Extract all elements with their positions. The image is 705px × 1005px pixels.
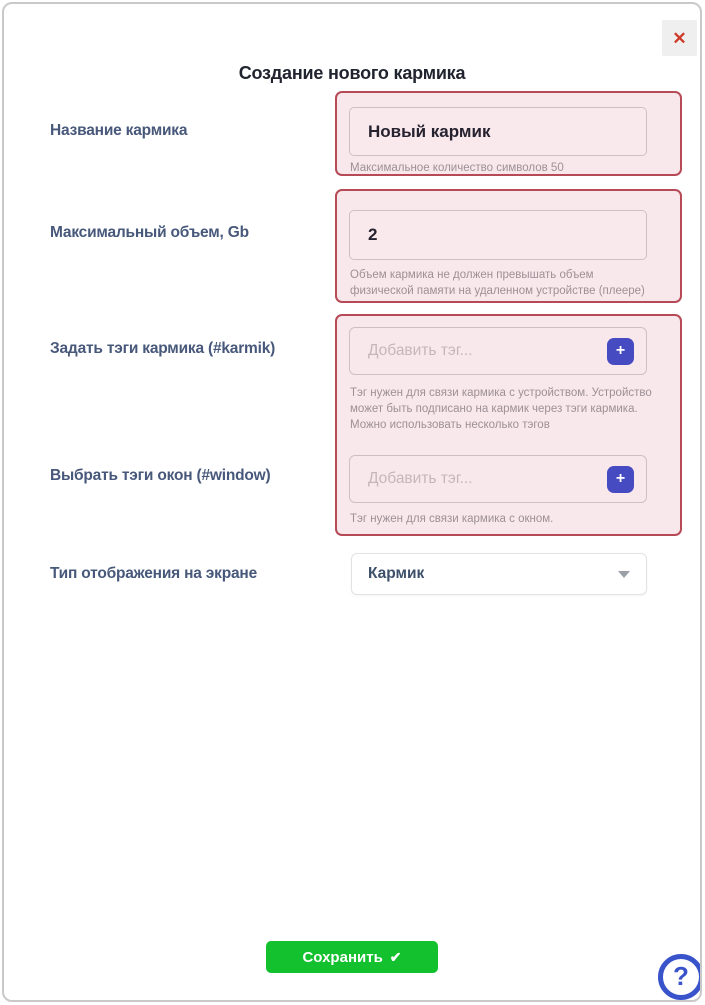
chevron-down-icon [618, 571, 630, 578]
check-icon: ✔ [389, 949, 402, 965]
volume-field-label: Максимальный объем, Gb [50, 224, 249, 241]
close-icon: ✕ [672, 28, 687, 48]
name-helper-text: Максимальное количество символов 50 [350, 162, 564, 174]
volume-helper-text: Объем кармика не должен превышать объем физической памяти на удаленном устройстве (плеере) [350, 269, 645, 297]
name-field-label: Название кармика [50, 122, 188, 139]
volume-field-panel [335, 189, 682, 303]
display-type-selected-value: Кармик [368, 565, 425, 582]
karmik-tags-field-label: Задать тэги кармика (#karmik) [50, 340, 276, 357]
karmik-tag-input-box [349, 327, 647, 375]
plus-icon: + [615, 342, 626, 359]
add-window-tag-button[interactable] [607, 466, 634, 493]
tags-field-panel [335, 314, 682, 536]
window-tag-input[interactable] [368, 470, 607, 488]
name-input[interactable] [349, 107, 647, 156]
display-type-select[interactable] [351, 553, 647, 595]
volume-input[interactable] [349, 210, 647, 260]
window-tag-input-box [349, 455, 647, 503]
page-title: Создание нового кармика [238, 63, 466, 83]
name-field-panel [335, 91, 682, 176]
save-button-label: Сохранить [302, 948, 383, 966]
close-button[interactable] [662, 20, 697, 56]
add-karmik-tag-button[interactable] [607, 338, 634, 365]
plus-icon: + [615, 470, 626, 487]
save-button[interactable] [266, 941, 438, 973]
karmik-tag-input[interactable] [368, 342, 607, 360]
help-button[interactable] [658, 954, 702, 1000]
window-tags-field-label: Выбрать тэги окон (#window) [50, 467, 271, 484]
karmik-tags-helper-text: Тэг нужен для связи кармика с устройством. Устройство может быть подписано на кармик через тэги кармика. Можно использовать несколько тэгов [350, 387, 652, 431]
create-karmik-modal [2, 2, 702, 1002]
display-type-field-label: Тип отображения на экране [50, 565, 257, 582]
window-tags-helper-text: Тэг нужен для связи кармика с окном. [350, 513, 554, 525]
question-mark-icon: ? [673, 960, 689, 991]
